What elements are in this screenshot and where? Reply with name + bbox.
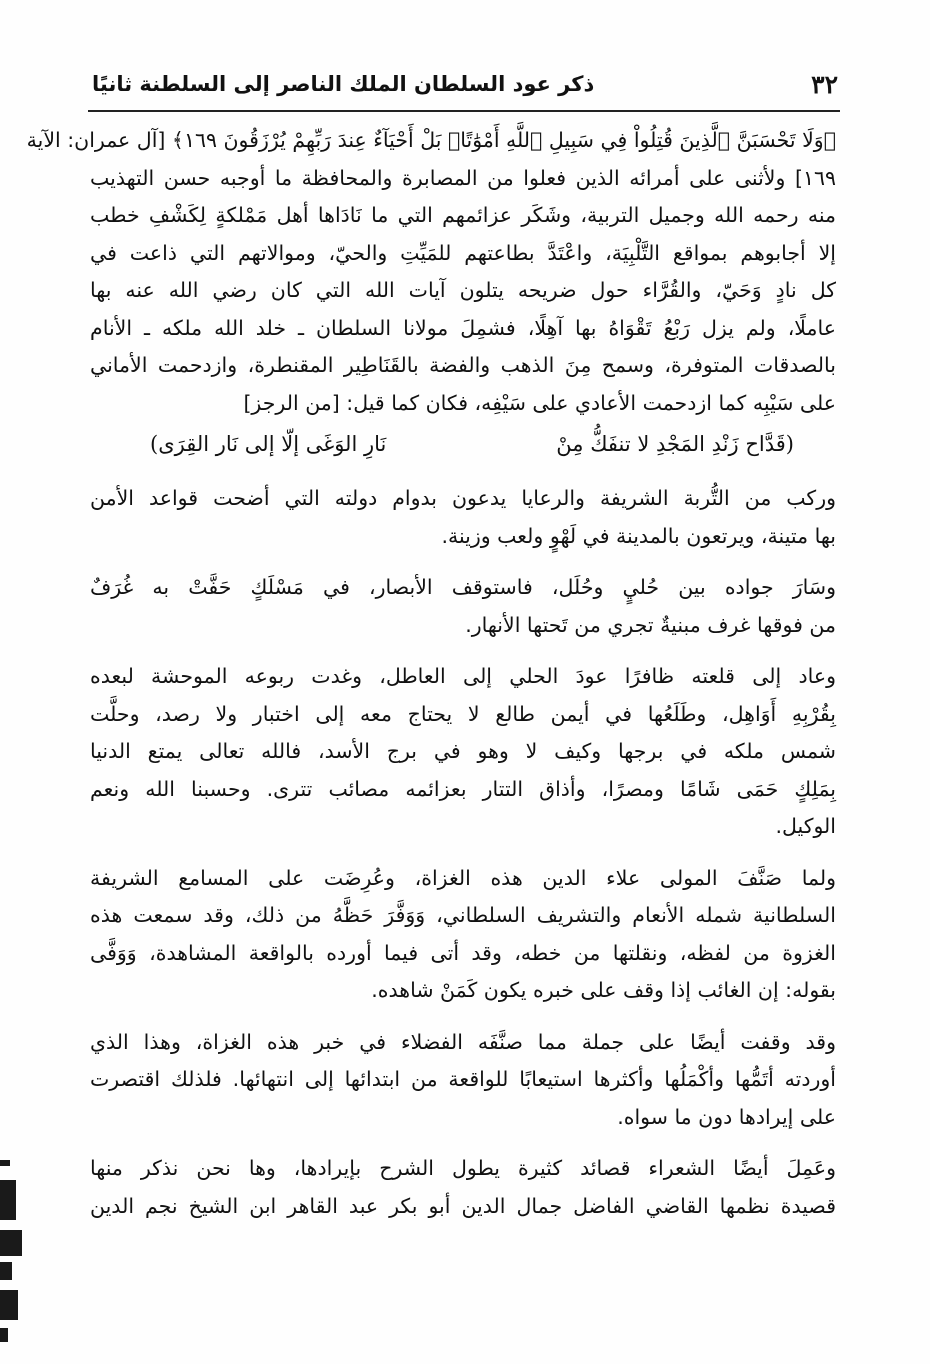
paragraph-gap <box>90 644 836 658</box>
text-line: وسَارَ جواده بين حُليٍ وحُلَل، فاستوقف الأبصار، في مَسْلَكٍ حَفَّتْ به غُرَفٌ <box>90 575 836 599</box>
scan-edge-mark <box>0 1180 16 1220</box>
scan-edge-mark <box>0 1328 8 1342</box>
text-line: عاملًا، ولم يزل رَبْعُ تَقْوَاهُ بها آهِلًا، فشمِلَ مولانا السلطان ـ خلد الله ملكه ـ الأنام <box>90 315 836 340</box>
running-title: ذكر عود السلطان الملك الناصر إلى السلطنة ثانيًا <box>92 72 595 96</box>
text-line: وقد وقفت أيضًا على جملة مما صنَّفَه الفضلاء في خبر هذه الغزاة، وهذا الذي <box>90 1029 836 1054</box>
text-line: بِقُرْبِهِ أَوَاهِل، وطَلَعُها في أيمن طالع لا يحتاج معه إلى اختبار ولا رصد، وحلَّت <box>90 701 836 726</box>
paragraph-gap <box>90 1136 836 1150</box>
text-line: ولما صَنَّفَ المولى علاء الدين هذه الغزاة، وعُرِضَت على المسامع الشريفة <box>90 865 836 890</box>
paragraph <box>90 1150 836 1225</box>
verse-hemistich-left: نَارِ الوَغَى إلّا إلى نَار القِرَى) <box>150 432 387 456</box>
verse-hemistich-right: (قَدَّاح زَنْدِ المَجْدِ لا تنفَكُّ مِنْ <box>556 432 794 456</box>
paragraph <box>90 1024 836 1137</box>
text-line: بقوله: إن الغائب إذا وقف على خبره يكون كَمَنْ شاهده. <box>371 978 836 1002</box>
paragraph-gap <box>90 466 836 480</box>
text-line: وعاد إلى قلعته ظافرًا عودَ الحلي إلى العاطل، وغدت ربوعه الموحشة لبعده <box>90 664 836 688</box>
paragraph-gap <box>90 555 836 569</box>
text-line: منه رحمه الله وجميل التربية، وشَكَر عزائمهم التي ما نَادَاها أهل مَمْلكةٍ لِكَشْفِ خطب <box>90 203 836 227</box>
paragraph-gap <box>90 846 836 860</box>
text-line: ١٦٩] ولأثنى على أمرائه الذين فعلوا من المصابرة والمحافظة ما أوجبه حسن التهذيب <box>90 165 836 190</box>
text-line: قصيدة نظمها القاضي الفاضل جمال الدين أبو بكر عبد القاهر ابن الشيخ نجم الدين <box>90 1193 836 1218</box>
text-line: الغزوة من لفظه، ونقلتها من خطه، وقد أتى فيما أورده بالواقعة المشاهدة، وَوَفَّى <box>90 940 836 965</box>
text-line: من فوقها غرف مبنيةٌ تجري من تَحتها الأنهار. <box>465 612 836 637</box>
paragraph <box>26 122 836 422</box>
body-text <box>26 122 836 1225</box>
scan-edge-mark <box>0 1290 18 1320</box>
scan-edge-mark <box>0 1160 10 1166</box>
text-line: بالصدقات المتوفرة، وسمح مِنَ الذهب والفضة بالقَنَاطِير المقنطرة، وازدحمت الأماني <box>90 353 836 377</box>
paragraph <box>90 569 836 644</box>
text-line: على سَيْبِه كما ازدحمت الأعادي على سَيْفِه، فكان كما قيل: [من الرجز] <box>243 390 836 415</box>
page-header <box>92 66 838 106</box>
text-line: إلا أجابوهم بمواقع التَّلْبِيَة، واعْتَدَّ بطاعتهم للمَيِّتِ والحيّ، وموالاتهم التي ذاعت في <box>90 240 836 265</box>
paragraph <box>90 860 836 1010</box>
text-line: وعَمِلَ أيضًا الشعراء قصائد كثيرة يطول الشرح بإيرادها، وها نحن نذكر منها <box>90 1156 836 1180</box>
text-line: الوكيل. <box>775 814 836 838</box>
paragraph-gap <box>90 1010 836 1024</box>
poem-verse <box>90 422 836 466</box>
paragraph <box>90 658 836 846</box>
text-line: ﴿وَلَا تَحْسَبَنَّ ٱلَّذِينَ قُتِلُواْ فِي سَبِيلِ ٱللَّهِ أَمْوَٰتًاۢ بَلْ أَحْيَآءٌ عِندَ رَبِّهِمْ يُرْزَقُونَ ١٦٩﴾ [آل عمران: الآية <box>26 128 836 152</box>
page-number: ٣٢ <box>811 70 838 99</box>
paragraph <box>90 480 836 555</box>
header-rule <box>88 110 840 112</box>
text-line: أوردته أتَمُّها وأكْمَلُها وأكثرها استيعابًا للواقعة من ابتدائها إلى انتهائها. فلذلك اقتصرت <box>90 1067 836 1091</box>
text-line: على إيرادها دون ما سواه. <box>617 1104 836 1129</box>
text-line: شمس ملكه في برجها وكيف لا وهو في برج الأسد، فالله تعالى يمتع الدنيا <box>90 739 836 763</box>
scan-edge-mark <box>0 1230 22 1256</box>
text-line: بِمَلِكٍ حَمَى شَامًا ومصرًا، وأذاق التتار بعزائمه مصائب تترى. وحسبنا الله ونعم <box>90 776 836 801</box>
scan-edge-mark <box>0 1262 12 1280</box>
text-line: كل نادٍ وَحَيّ، والقُرَّاء حول ضريحه يتلون آيات الله التي كان رضي الله عنه بها <box>90 278 836 302</box>
text-line: وركب من التُّربة الشريفة والرعايا يدعون بدوام دولته التي أضحت قواعد الأمن <box>90 486 836 510</box>
text-line: بها متينة، ويرتعون بالمدينة في لَهْوٍ ولعب وزينة. <box>441 523 836 548</box>
text-line: السلطانية شمله الأنعام والتشريف السلطاني، وَوَفَّرَ حَظَّهُ من ذلك، وقد سمعت هذه <box>90 903 836 927</box>
